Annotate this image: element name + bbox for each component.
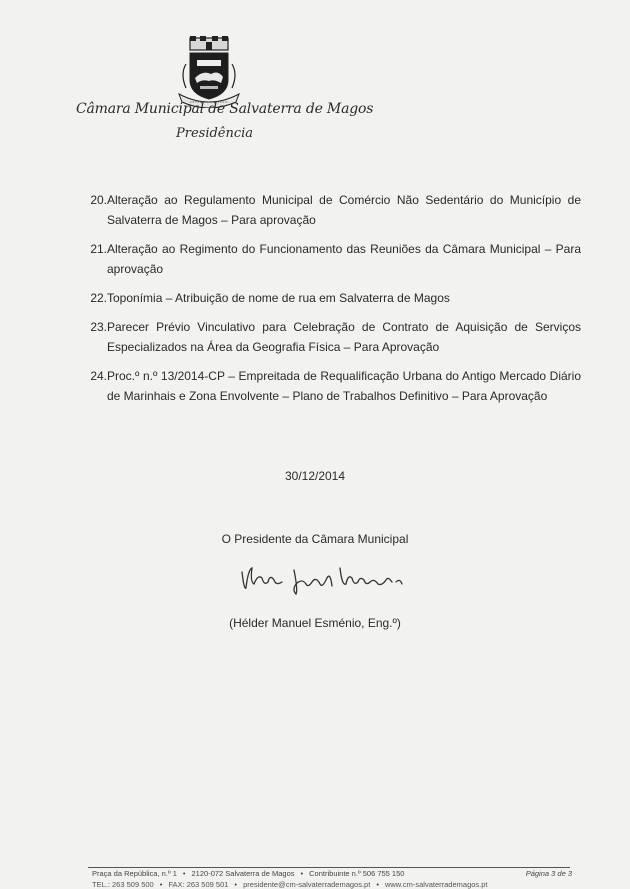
footer-taxpayer-number: Contribuinte n.º 506 755 150 [309, 869, 405, 878]
footer-fax: FAX: 263 509 501 [168, 880, 229, 889]
footer-address: Praça da República, n.º 1 [92, 869, 177, 878]
agenda-item-text: Toponímia – Atribuição de nome de rua em Salvaterra de Magos [107, 291, 450, 305]
footer-phone: TEL.: 263 509 500 [92, 880, 154, 889]
bullet-separator-icon: • [234, 880, 238, 889]
agenda-item [89, 317, 581, 357]
bullet-separator-icon: • [182, 869, 186, 878]
agenda-item-text: Alteração ao Regimento do Funcionamento das Reuniões da Câmara Municipal – Para aprovação [107, 242, 581, 276]
bullet-separator-icon: • [376, 880, 379, 889]
bullet-separator-icon: • [159, 880, 163, 889]
president-name: (Hélder Manuel Esménio, Eng.º) [229, 616, 401, 630]
agenda-item-text: Parecer Prévio Vinculativo para Celebração de Contrato de Aquisição de Serviços Especializados na Área da Geografia Física – Para Aprovação [107, 320, 581, 354]
footer-website: www.cm-salvaterrademagos.pt [384, 880, 488, 889]
agenda-list [89, 190, 581, 415]
agenda-item-number: 24. [90, 369, 107, 383]
page-number: Página 3 de 3 [525, 869, 572, 878]
agenda-item [89, 366, 581, 406]
handwritten-signature [236, 560, 416, 596]
footer-email: presidente@cm-salvaterrademagos.pt [243, 880, 371, 889]
agenda-item-text: Alteração ao Regulamento Municipal de Comércio Não Sedentário do Município de Salvaterra de Magos – Para aprovação [107, 193, 581, 227]
agenda-item-number: 21. [90, 242, 107, 256]
footer-address-line [92, 869, 572, 878]
bullet-separator-icon: • [300, 869, 304, 878]
footer-postal-code: 2120-072 Salvaterra de Magos [191, 869, 295, 878]
organization-name: Câmara Municipal de Salvaterra de Magos [76, 101, 374, 117]
agenda-item-number: 23. [90, 320, 107, 334]
agenda-item [89, 190, 581, 230]
document-date: 30/12/2014 [284, 469, 346, 483]
footer-divider [88, 867, 570, 868]
agenda-item-number: 20. [90, 193, 107, 207]
president-title: O Presidente da Câmara Municipal [221, 532, 409, 546]
department-name: Presidência [176, 126, 254, 141]
agenda-item [89, 239, 581, 279]
coat-of-arms-icon [176, 36, 242, 108]
agenda-item-text: Proc.º n.º 13/2014-CP – Empreitada de Requalificação Urbana do Antigo Mercado Diário de Marinhais e Zona Envolvente – Plano de Trabalhos Definitivo – Para Aprovação [107, 369, 581, 403]
agenda-item [89, 288, 581, 308]
agenda-item-number: 22. [90, 291, 107, 305]
